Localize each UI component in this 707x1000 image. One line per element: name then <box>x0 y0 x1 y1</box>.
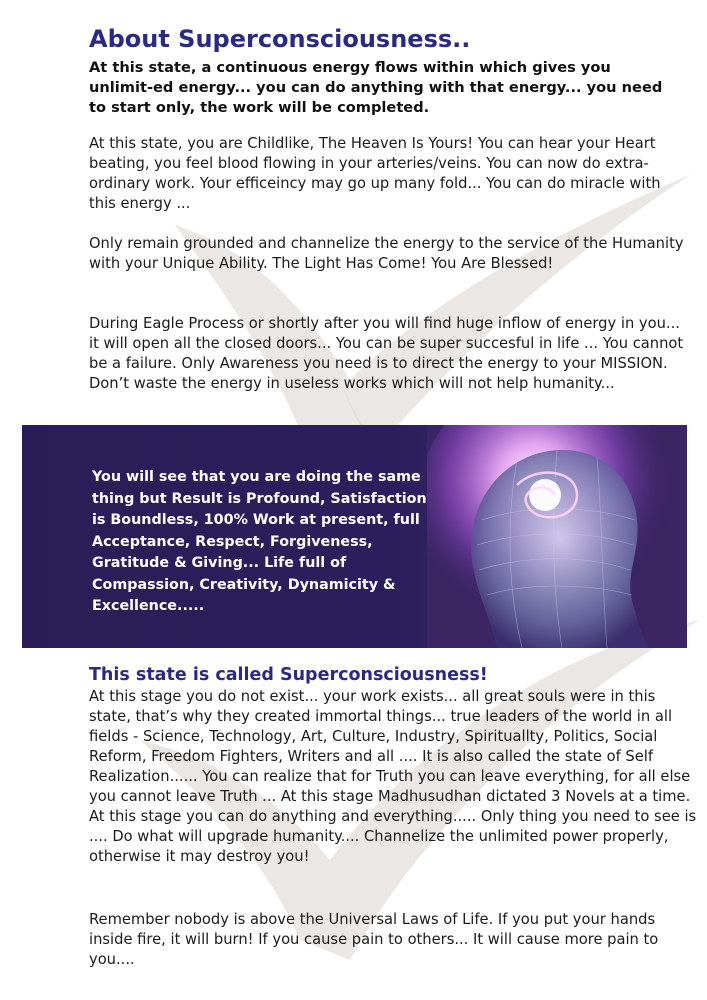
paragraph-eagle-process: During Eagle Process or shortly after you will find huge inflow of energy in you... it will open all the closed doors... You can be super succesful in life ... You cannot be a failure. Only Awareness you need is to direct the energy to your MISSION. Don’t waste the energy in useless works which will not help humanity... <box>89 315 684 392</box>
paragraph-grounded: Only remain grounded and channelize the energy to the service of the Humanity with your Unique Ability. The Light Has Come! You Are Blessed! <box>89 235 684 272</box>
mind-spark <box>529 479 561 511</box>
closing-paragraph: Remember nobody is above the Universal Laws of Life. If you put your hands inside fire, it will burn! If you cause pain to others... It will cause more pain to you.... <box>89 911 659 968</box>
glowing-head-illustration <box>427 425 687 648</box>
banner-text: You will see that you are doing the same thing but Result is Profound, Satisfaction is Boundless, 100% Work at present, full Acceptance, Respect, Forgiveness, Gratitude & Giving... Life full of Compassion, Creativity, Dynamicity & Excellence..... <box>92 469 427 614</box>
section-title: This state is called Superconsciousness! <box>89 665 488 685</box>
intro-text: At this state, a continuous energy flows within which gives you unlimit-ed energy... you can do anything with that energy... you need to start only, the work will be completed. <box>89 59 663 116</box>
section-body: At this stage you do not exist... your work exists... all great souls were in this state, that’s why they created immortal things... true leaders of the world in all fields - Science, Technology, Art, Culture, Industry, Spirituallty, Politics, Social Reform, Freedom Fighters, Writers and all .... It is also called the state of Self Realization...... You can realize that for Truth you can leave everything, for all else you cannot leave Truth ... At this stage Madhusudhan dictated 3 Novels at a time. At this stage you can do anything and everything..... Only thing you need to see is .... Do what will upgrade humanity.... Channelize the unlimited power properly, otherwise it may destroy you! <box>89 688 697 865</box>
banner <box>22 425 687 648</box>
head-silhouette <box>471 450 649 648</box>
paragraph-childlike: At this state, you are Childlike, The Heaven Is Yours! You can hear your Heart beating, you feel blood flowing in your arteries/veins. You can now do extra-ordinary work. Your efficeincy may go up many fold... You can do miracle with this energy ... <box>89 135 661 212</box>
page-title: About Superconsciousness.. <box>89 25 471 53</box>
